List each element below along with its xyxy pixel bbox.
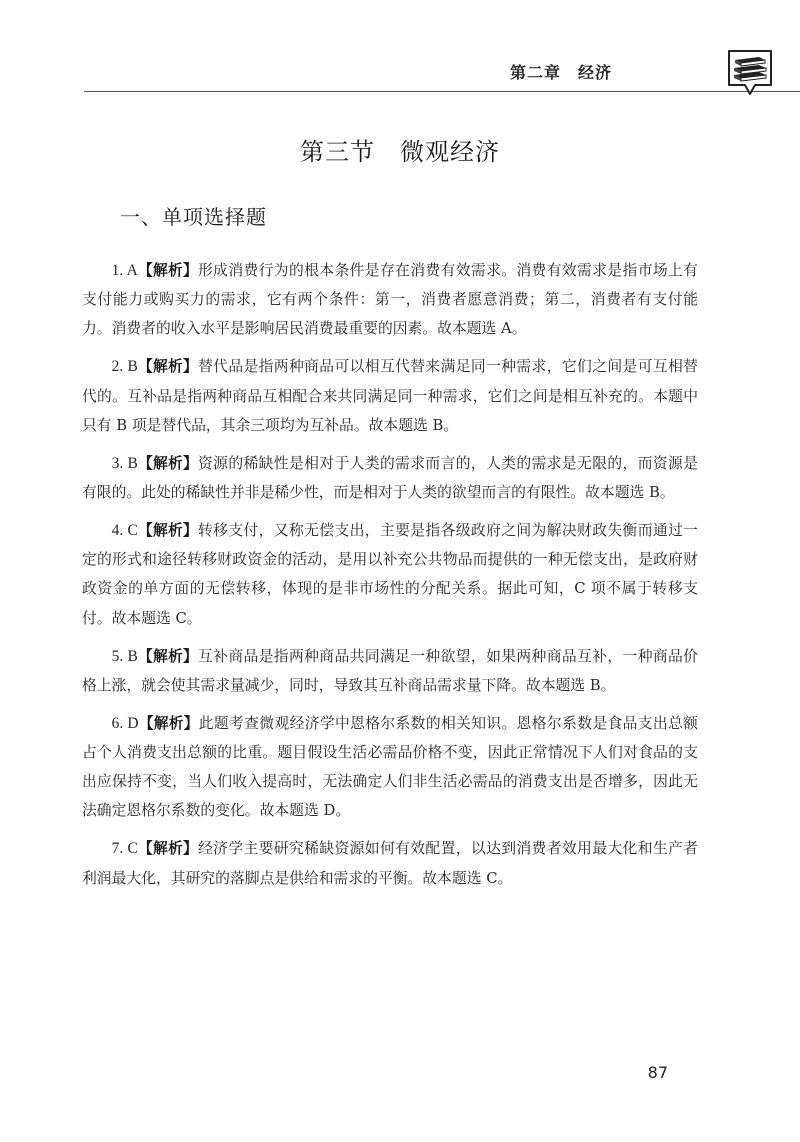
answer-text: 互补商品是指两种商品共同满足一种欲望，如果两种商品互补，一种商品价格上涨，就会使其需求量减少，同时，导致其互补商品需求量下降。故本题选 B。 (82, 647, 698, 694)
answer-item (82, 709, 698, 826)
answer-text: 经济学主要研究稀缺资源如何有效配置，以达到消费者效用最大化和生产者利润最大化，其研究的落脚点是供给和需求的平衡。故本题选 C。 (82, 840, 698, 887)
answer-list (82, 256, 698, 902)
analysis-tag: 【解析】 (137, 647, 198, 665)
answer-number: 5. B (111, 647, 138, 665)
answer-number: 1. A (111, 262, 138, 279)
header-rule (84, 91, 800, 92)
answer-text: 形成消费行为的根本条件是存在消费有效需求。消费有效需求是指市场上有支付能力或购买力的需求，它有两个条件：第一，消费者愿意消费；第二，消费者有支付能力。消费者的收入水平是影响居民消费最重要的因素。故本题选 A。 (82, 262, 698, 338)
answer-number: 4. C (111, 522, 138, 540)
answer-text: 替代品是指两种商品可以相互代替来满足同一种需求，它们之间是可互相替代的。互补品是指两种商品互相配合来共同满足同一种需求，它们之间是相互补充的。本题中只有 B 项是替代品，其余三项均为互补品。故本题选 B。 (82, 358, 698, 434)
analysis-tag: 【解析】 (138, 714, 199, 732)
answer-item (82, 516, 698, 633)
page-number: 87 (647, 1063, 668, 1082)
book-stack-icon (726, 48, 774, 98)
answer-number: 2. B (111, 358, 138, 376)
page-header (84, 0, 800, 100)
answer-item (82, 449, 698, 507)
answer-item (82, 352, 698, 440)
answer-text: 资源的稀缺性是相对于人类的需求而言的，人类的需求是无限的，而资源是有限的。此处的稀缺性并非是稀少性，而是相对于人类的欲望而言的有限性。故本题选 B。 (82, 454, 698, 502)
section-title: 第三节 微观经济 (300, 138, 500, 166)
answer-number: 7. C (111, 840, 138, 858)
answer-item (82, 256, 698, 344)
answer-number: 6. D (111, 714, 139, 732)
analysis-tag: 【解析】 (137, 454, 198, 472)
answer-item (82, 642, 698, 700)
analysis-tag: 【解析】 (137, 262, 198, 279)
sub-heading: 一、单项选择题 (120, 205, 267, 229)
answer-item (82, 834, 698, 892)
analysis-tag: 【解析】 (137, 840, 198, 858)
analysis-tag: 【解析】 (137, 522, 198, 540)
answer-number: 3. B (111, 454, 138, 472)
answer-text: 此题考查微观经济学中恩格尔系数的相关知识。恩格尔系数是食品支出总额占个人消费支出总额的比重。题目假设生活必需品价格不变，因此正常情况下人们对食品的支出应保持不变，当人们收入提高时，无法确定人们非生活必需品的消费支出是否增多，因此无法确定恩格尔系数的变化。故本题选 D。 (82, 714, 698, 820)
analysis-tag: 【解析】 (137, 358, 198, 376)
answer-text: 转移支付，又称无偿支出，主要是指各级政府之间为解决财政失衡而通过一定的形式和途径转移财政资金的活动，是用以补充公共物品而提供的一种无偿支出，是政府财政资金的单方面的无偿转移，体现的是非市场性的分配关系。据此可知，C 项不属于转移支付。故本题选 C。 (82, 522, 698, 627)
chapter-title: 第二章 经济 (509, 63, 612, 82)
